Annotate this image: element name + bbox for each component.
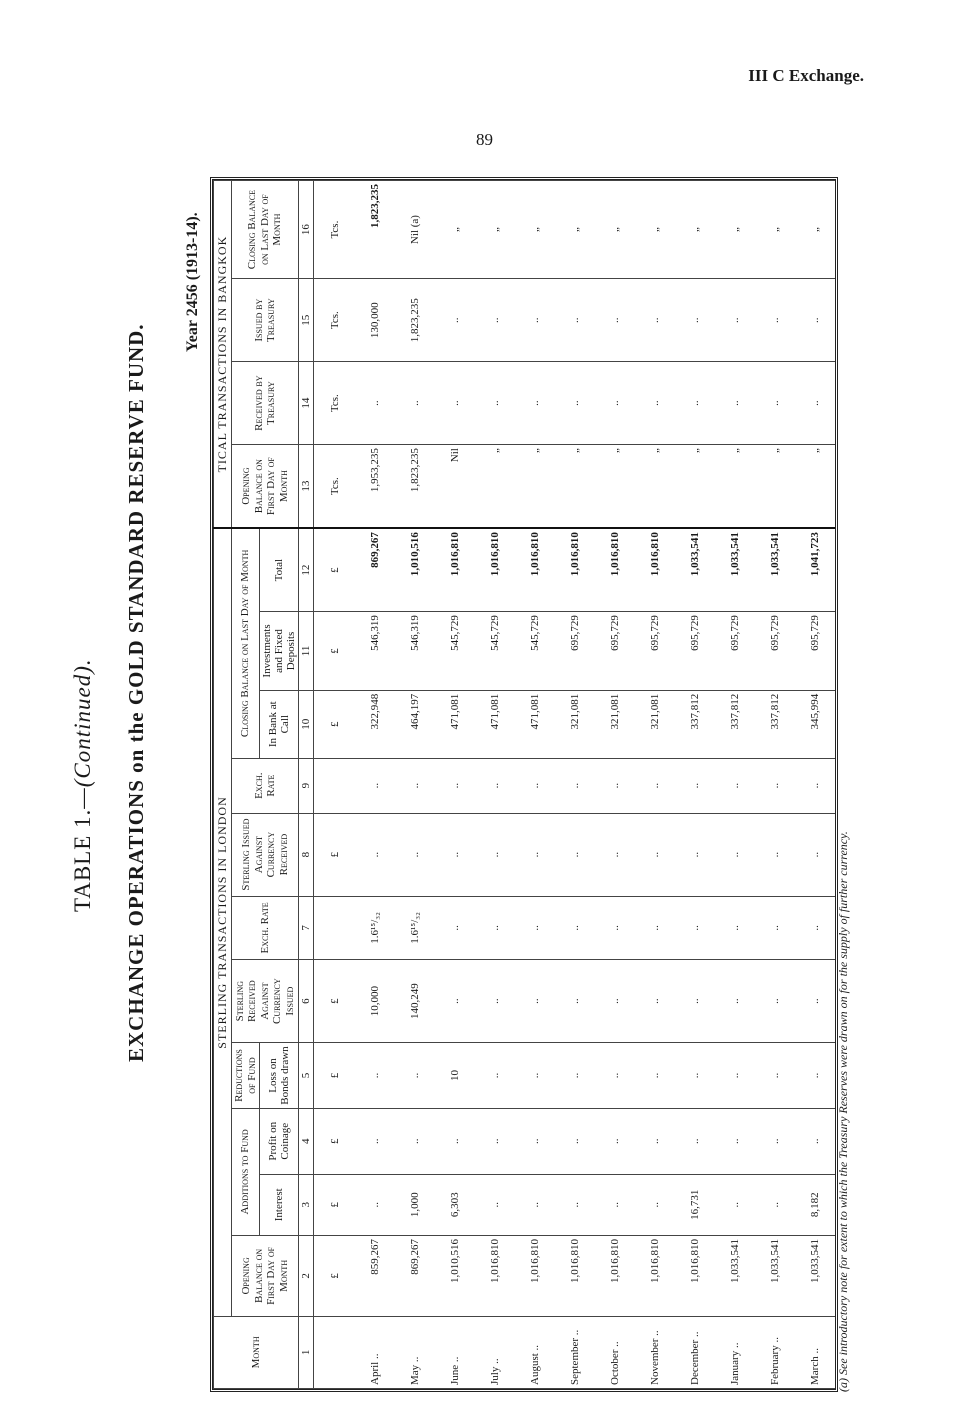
value-cell: .. xyxy=(555,896,595,960)
value-cell: .. xyxy=(555,1174,595,1235)
value-cell: .. xyxy=(635,362,675,445)
value-cell: .. xyxy=(595,1174,635,1235)
unit-cell: £ xyxy=(314,960,355,1043)
unit-cell: Tcs. xyxy=(314,445,355,529)
value-cell: .. xyxy=(715,896,755,960)
col-number: 13 xyxy=(299,445,314,529)
table-row xyxy=(395,181,435,1389)
value-cell: .. xyxy=(555,813,595,896)
value-cell: 1,016,810 xyxy=(675,1236,715,1317)
value-cell: .. xyxy=(715,960,755,1043)
col-number: 12 xyxy=(299,528,314,612)
value-cell: 321,081 xyxy=(635,690,675,758)
col-number: 3 xyxy=(299,1174,314,1235)
value-cell: .. xyxy=(675,1043,715,1109)
value-cell: .. xyxy=(595,960,635,1043)
value-cell: .. xyxy=(595,1108,635,1174)
value-cell: .. xyxy=(675,279,715,362)
value-cell: .. xyxy=(515,960,555,1043)
col-number: 5 xyxy=(299,1043,314,1109)
value-cell: 1,016,810 xyxy=(515,1236,555,1317)
header-tical-received: Received by Treasury xyxy=(232,362,299,445)
value-cell: 140,249 xyxy=(395,960,435,1043)
value-cell: .. xyxy=(355,1174,395,1235)
value-cell: 1,823,235 xyxy=(395,445,435,529)
value-cell: 1,033,541 xyxy=(755,1236,795,1317)
value-cell: „ xyxy=(675,181,715,279)
value-cell: 16,731 xyxy=(675,1174,715,1235)
unit-cell: £ xyxy=(314,813,355,896)
value-cell: 695,729 xyxy=(675,612,715,691)
value-cell: 1,033,541 xyxy=(795,1236,835,1317)
value-cell: 695,729 xyxy=(795,612,835,691)
col-number: 7 xyxy=(299,896,314,960)
value-cell: 695,729 xyxy=(555,612,595,691)
value-cell: .. xyxy=(395,758,435,813)
header-loss: Loss on Bonds drawn xyxy=(260,1043,299,1109)
header-investments: Investments and Fixed Deposits xyxy=(260,612,299,691)
value-cell: .. xyxy=(395,813,435,896)
footnote: (a) See introductory note for extent to which the Treasury Reserves were drawn on for the supply of further currency. xyxy=(836,831,850,1392)
value-cell: 1,016,810 xyxy=(635,528,675,612)
value-cell: Nil xyxy=(435,445,475,529)
value-cell: .. xyxy=(595,813,635,896)
unit-cell: £ xyxy=(314,1174,355,1235)
value-cell: 869,267 xyxy=(355,528,395,612)
value-cell: .. xyxy=(475,1174,515,1235)
value-cell: .. xyxy=(755,1043,795,1109)
value-cell: 1,033,541 xyxy=(755,528,795,612)
header-exch-rate-7: Exch. Rate xyxy=(232,896,299,960)
header-sterling-received: Sterling Received Against Currency Issued xyxy=(232,960,299,1043)
value-cell: „ xyxy=(755,181,795,279)
value-cell: 322,948 xyxy=(355,690,395,758)
value-cell: .. xyxy=(595,362,635,445)
value-cell: 1,016,810 xyxy=(635,1236,675,1317)
value-cell: 471,081 xyxy=(515,690,555,758)
value-cell: 695,729 xyxy=(755,612,795,691)
value-cell: .. xyxy=(755,758,795,813)
value-cell: 321,081 xyxy=(595,690,635,758)
value-cell: .. xyxy=(475,1108,515,1174)
value-cell: .. xyxy=(475,896,515,960)
value-cell: 1,010,516 xyxy=(395,528,435,612)
value-cell: .. xyxy=(795,1108,835,1174)
value-cell: .. xyxy=(755,960,795,1043)
value-cell: 1,016,810 xyxy=(435,528,475,612)
header-tical-issued: Issued by Treasury xyxy=(232,279,299,362)
value-cell: 1,953,235 xyxy=(355,445,395,529)
value-cell: .. xyxy=(435,813,475,896)
value-cell: .. xyxy=(475,1043,515,1109)
value-cell: „ xyxy=(435,181,475,279)
value-cell: .. xyxy=(515,758,555,813)
table-row xyxy=(755,181,795,1389)
value-cell: .. xyxy=(355,813,395,896)
unit-cell: £ xyxy=(314,612,355,691)
value-cell: .. xyxy=(635,758,675,813)
value-cell: 695,729 xyxy=(715,612,755,691)
value-cell: .. xyxy=(435,1108,475,1174)
value-cell: .. xyxy=(395,1108,435,1174)
value-cell: .. xyxy=(555,758,595,813)
month-cell: June .. xyxy=(435,1316,475,1388)
month-cell: December .. xyxy=(675,1316,715,1388)
value-cell: „ xyxy=(675,445,715,529)
value-cell: 1,041,723 xyxy=(795,528,835,612)
table-frame xyxy=(210,177,838,1392)
value-cell: 546,319 xyxy=(395,612,435,691)
month-cell: January .. xyxy=(715,1316,755,1388)
value-cell: „ xyxy=(635,181,675,279)
value-cell: 1,016,810 xyxy=(475,528,515,612)
col-number: 16 xyxy=(299,181,314,279)
month-cell: October .. xyxy=(595,1316,635,1388)
header-profit: Profit on Coinage xyxy=(260,1108,299,1174)
month-cell: May .. xyxy=(395,1316,435,1388)
value-cell: 1,016,810 xyxy=(475,1236,515,1317)
value-cell: 6,303 xyxy=(435,1174,475,1235)
table-title-continued: —(Continued). xyxy=(70,658,95,809)
value-cell: 1,016,810 xyxy=(515,528,555,612)
header-tical-closing: Closing Balance on Last Day of Month xyxy=(232,181,299,279)
value-cell: .. xyxy=(555,960,595,1043)
value-cell: 869,267 xyxy=(395,1236,435,1317)
group-tical: TICAL TRANSACTIONS IN BANGKOK xyxy=(214,181,232,529)
value-cell: „ xyxy=(635,445,675,529)
header-month: Month xyxy=(214,1316,299,1388)
value-cell: .. xyxy=(795,960,835,1043)
value-cell: „ xyxy=(595,445,635,529)
unit-cell xyxy=(314,1316,355,1388)
value-cell: .. xyxy=(635,896,675,960)
header-tical-opening: Opening Balance on First Day of Month xyxy=(232,445,299,529)
value-cell: 1,016,810 xyxy=(555,528,595,612)
value-cell: 337,812 xyxy=(675,690,715,758)
exchange-table xyxy=(213,180,835,1389)
value-cell: .. xyxy=(475,758,515,813)
col-number: 8 xyxy=(299,813,314,896)
value-cell: .. xyxy=(755,813,795,896)
year-label: Year 2456 (1913-14). xyxy=(184,212,201,352)
table-row xyxy=(555,181,595,1389)
table-row xyxy=(675,181,715,1389)
value-cell: 471,081 xyxy=(435,690,475,758)
table-title xyxy=(70,658,96,912)
value-cell: .. xyxy=(475,960,515,1043)
table-row xyxy=(795,181,835,1389)
value-cell: .. xyxy=(635,813,675,896)
value-cell: „ xyxy=(795,445,835,529)
value-cell: .. xyxy=(555,362,595,445)
value-cell: 1,823,235 xyxy=(395,279,435,362)
section-heading: III C Exchange. xyxy=(748,66,864,85)
value-cell: 1,033,541 xyxy=(715,528,755,612)
unit-cell: £ xyxy=(314,528,355,612)
value-cell: .. xyxy=(715,1043,755,1109)
value-cell: .. xyxy=(795,279,835,362)
value-cell: „ xyxy=(755,445,795,529)
col-number: 6 xyxy=(299,960,314,1043)
unit-cell xyxy=(314,758,355,813)
value-cell: 321,081 xyxy=(555,690,595,758)
value-cell: 1,010,516 xyxy=(435,1236,475,1317)
table-row xyxy=(635,181,675,1389)
value-cell: 695,729 xyxy=(635,612,675,691)
value-cell: 545,729 xyxy=(435,612,475,691)
value-cell: 1,016,810 xyxy=(555,1236,595,1317)
value-cell: .. xyxy=(435,896,475,960)
table-row xyxy=(475,181,515,1389)
value-cell: .. xyxy=(675,896,715,960)
value-cell: 859,267 xyxy=(355,1236,395,1317)
value-cell: .. xyxy=(395,362,435,445)
value-cell: 1,016,810 xyxy=(595,1236,635,1317)
group-sterling: STERLING TRANSACTIONS IN LONDON xyxy=(214,528,232,1316)
unit-cell: £ xyxy=(314,1236,355,1317)
value-cell: 464,197 xyxy=(395,690,435,758)
unit-cell xyxy=(314,896,355,960)
value-cell: .. xyxy=(755,362,795,445)
value-cell: .. xyxy=(515,1108,555,1174)
value-cell: .. xyxy=(435,758,475,813)
month-cell: November .. xyxy=(635,1316,675,1388)
value-cell: 337,812 xyxy=(715,690,755,758)
col-number: 9 xyxy=(299,758,314,813)
value-cell: 1,033,541 xyxy=(675,528,715,612)
unit-cell: Tcs. xyxy=(314,279,355,362)
value-cell: .. xyxy=(675,758,715,813)
value-cell: 1,000 xyxy=(395,1174,435,1235)
month-cell: April .. xyxy=(355,1316,395,1388)
value-cell: .. xyxy=(435,362,475,445)
table-row xyxy=(435,181,475,1389)
col-number: 2 xyxy=(299,1236,314,1317)
value-cell: „ xyxy=(595,181,635,279)
value-cell: .. xyxy=(595,896,635,960)
value-cell: .. xyxy=(635,1043,675,1109)
value-cell: 1,823,235 xyxy=(355,181,395,279)
value-cell: .. xyxy=(715,1174,755,1235)
value-cell: .. xyxy=(795,1043,835,1109)
col-number: 4 xyxy=(299,1108,314,1174)
table-row xyxy=(515,181,555,1389)
month-cell: August .. xyxy=(515,1316,555,1388)
month-cell: July .. xyxy=(475,1316,515,1388)
value-cell: 1.6¹⁵/₃₂ xyxy=(395,896,435,960)
value-cell: .. xyxy=(795,758,835,813)
value-cell: 1,016,810 xyxy=(595,528,635,612)
value-cell: „ xyxy=(555,181,595,279)
unit-cell: Tcs. xyxy=(314,181,355,279)
value-cell: 545,729 xyxy=(475,612,515,691)
value-cell: .. xyxy=(355,362,395,445)
value-cell: 546,319 xyxy=(355,612,395,691)
value-cell: „ xyxy=(515,445,555,529)
value-cell: 1,033,541 xyxy=(715,1236,755,1317)
value-cell: 695,729 xyxy=(595,612,635,691)
month-cell: March .. xyxy=(795,1316,835,1388)
value-cell: Nil (a) xyxy=(395,181,435,279)
table-row xyxy=(715,181,755,1389)
value-cell: .. xyxy=(675,960,715,1043)
value-cell: .. xyxy=(795,896,835,960)
value-cell: .. xyxy=(635,1174,675,1235)
value-cell: 8,182 xyxy=(795,1174,835,1235)
value-cell: .. xyxy=(515,279,555,362)
value-cell: .. xyxy=(715,279,755,362)
value-cell: .. xyxy=(475,362,515,445)
header-exch-rate-9: Exch. Rate xyxy=(232,758,299,813)
value-cell: .. xyxy=(355,758,395,813)
value-cell: .. xyxy=(435,279,475,362)
value-cell: 1.6¹⁵/₃₂ xyxy=(355,896,395,960)
value-cell: „ xyxy=(715,445,755,529)
header-sterling-issued: Sterling Issued Against Currency Received xyxy=(232,813,299,896)
value-cell: .. xyxy=(515,813,555,896)
value-cell: .. xyxy=(755,279,795,362)
value-cell: .. xyxy=(515,362,555,445)
value-cell: .. xyxy=(555,1043,595,1109)
value-cell: .. xyxy=(715,1108,755,1174)
value-cell: .. xyxy=(555,279,595,362)
value-cell: .. xyxy=(755,1108,795,1174)
value-cell: .. xyxy=(475,813,515,896)
header-interest: Interest xyxy=(260,1174,299,1235)
value-cell: „ xyxy=(515,181,555,279)
value-cell: .. xyxy=(555,1108,595,1174)
value-cell: .. xyxy=(715,813,755,896)
value-cell: .. xyxy=(715,362,755,445)
value-cell: .. xyxy=(355,1108,395,1174)
col-number: 11 xyxy=(299,612,314,691)
unit-cell: £ xyxy=(314,1108,355,1174)
table-body xyxy=(314,181,835,1389)
header-closing: Closing Balance on Last Day of Month xyxy=(232,528,260,758)
value-cell: .. xyxy=(715,758,755,813)
value-cell: .. xyxy=(395,1043,435,1109)
value-cell: .. xyxy=(635,279,675,362)
value-cell: .. xyxy=(595,1043,635,1109)
value-cell: .. xyxy=(635,1108,675,1174)
value-cell: .. xyxy=(795,813,835,896)
value-cell: .. xyxy=(515,896,555,960)
value-cell: 10,000 xyxy=(355,960,395,1043)
col-number: 15 xyxy=(299,279,314,362)
value-cell: .. xyxy=(515,1043,555,1109)
unit-cell: £ xyxy=(314,1043,355,1109)
value-cell: .. xyxy=(755,1174,795,1235)
value-cell: „ xyxy=(715,181,755,279)
table-row xyxy=(355,181,395,1389)
page-number: 89 xyxy=(476,130,493,149)
value-cell: .. xyxy=(675,362,715,445)
header-in-bank: In Bank at Call xyxy=(260,690,299,758)
value-cell: 471,081 xyxy=(475,690,515,758)
month-cell: February .. xyxy=(755,1316,795,1388)
table-title-main: TABLE 1. xyxy=(70,808,95,912)
value-cell: .. xyxy=(435,960,475,1043)
col-number: 10 xyxy=(299,690,314,758)
col-number: 14 xyxy=(299,362,314,445)
value-cell: 337,812 xyxy=(755,690,795,758)
table-subtitle: EXCHANGE OPERATIONS on the GOLD STANDARD RESERVE FUND. xyxy=(124,323,148,1062)
header-opening: Opening Balance on First Day of Month xyxy=(232,1236,299,1317)
header-total: Total xyxy=(260,528,299,612)
month-cell: September .. xyxy=(555,1316,595,1388)
rotated-table-sheet xyxy=(70,92,976,1392)
col-number: 1 xyxy=(299,1316,314,1388)
value-cell: .. xyxy=(595,279,635,362)
header-reductions: Reductions of Fund xyxy=(232,1043,260,1109)
header-additions: Additions to Fund xyxy=(232,1108,260,1235)
value-cell: „ xyxy=(555,445,595,529)
value-cell: .. xyxy=(755,896,795,960)
value-cell: .. xyxy=(595,758,635,813)
value-cell: „ xyxy=(475,181,515,279)
unit-row xyxy=(314,181,355,1389)
unit-cell: £ xyxy=(314,690,355,758)
value-cell: „ xyxy=(475,445,515,529)
value-cell: 545,729 xyxy=(515,612,555,691)
unit-cell: Tcs. xyxy=(314,362,355,445)
value-cell: 345,994 xyxy=(795,690,835,758)
table-row xyxy=(595,181,635,1389)
value-cell: „ xyxy=(795,181,835,279)
value-cell: .. xyxy=(675,1108,715,1174)
value-cell: .. xyxy=(675,813,715,896)
value-cell: .. xyxy=(475,279,515,362)
value-cell: .. xyxy=(515,1174,555,1235)
value-cell: 130,000 xyxy=(355,279,395,362)
value-cell: .. xyxy=(635,960,675,1043)
value-cell: .. xyxy=(795,362,835,445)
value-cell: 10 xyxy=(435,1043,475,1109)
column-number-row xyxy=(299,181,314,1389)
value-cell: .. xyxy=(355,1043,395,1109)
